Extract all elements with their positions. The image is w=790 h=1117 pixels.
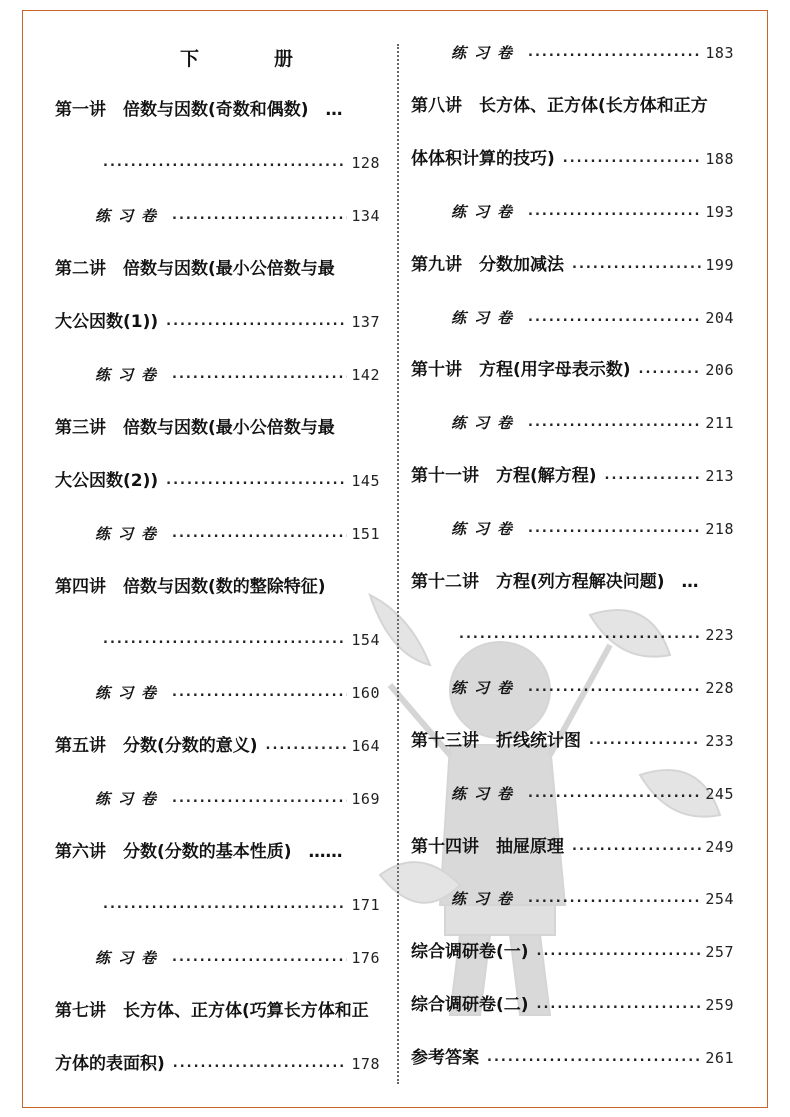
entry-title: 第二讲 倍数与因数(最小公倍数与最 [55,259,335,279]
leader-dots [537,939,702,965]
leader-dots [639,357,702,383]
page-number: 169 [351,790,380,808]
page-number: 178 [351,1055,380,1073]
toc-entry [411,939,734,965]
toc-entry [411,252,734,278]
entry-title: 综合调研卷(一) [411,942,529,963]
toc-entry [55,415,380,441]
toc-entry [55,574,380,600]
entry-title: 参考答案 [411,1048,479,1069]
entry-title: 练习卷 [95,207,165,225]
toc-entry [411,992,734,1018]
exercise-entry [411,675,734,701]
exercise-entry [55,521,380,547]
toc-entry [411,146,734,172]
entry-title: 练习卷 [451,678,521,697]
exercise-entry [411,781,734,807]
page-number: 164 [351,737,380,755]
page-number: 134 [351,207,380,225]
page-number: 151 [351,525,380,543]
page-number: 245 [705,784,734,803]
entry-title: 练习卷 [451,308,521,327]
toc-entry [411,93,734,119]
entry-title: 第六讲 分数(分数的基本性质) …… [55,842,343,862]
entry-title: 第十三讲 折线统计图 [411,730,581,751]
entry-title: 练习卷 [451,520,521,539]
entry-title: 练习卷 [451,784,521,803]
leader-dots [172,362,347,388]
entry-title: 第三讲 倍数与因数(最小公倍数与最 [55,418,335,438]
toc-entry [55,468,380,494]
exercise-entry [55,680,380,706]
leader-dots [572,834,701,860]
toc-entry [411,834,734,860]
page-number: 145 [351,472,380,490]
entry-title: 第八讲 长方体、正方体(长方体和正方 [411,95,708,116]
leader-dots [172,786,347,812]
entry-title: 综合调研卷(二) [411,995,529,1016]
toc-entry [55,150,380,176]
exercise-entry [411,410,734,436]
entry-title: 体体积计算的技巧) [411,148,555,169]
page-number: 233 [705,731,734,750]
entry-title: 练习卷 [95,684,165,702]
leader-dots [528,199,701,225]
page-number: 199 [705,255,734,274]
entry-title: 第十讲 方程(用字母表示数) [411,360,631,381]
column-divider [397,44,399,1084]
page-number: 193 [705,202,734,221]
entry-title: 练习卷 [451,890,521,909]
leader-dots [528,40,701,66]
leader-dots [172,521,347,547]
entry-title: 第四讲 倍数与因数(数的整除特征) [55,577,326,597]
page-number: 228 [705,678,734,697]
page-number: 154 [351,631,380,649]
leader-dots [103,150,347,176]
page-number: 254 [705,890,734,909]
toc-entry [55,627,380,653]
toc-entry [411,357,734,383]
exercise-entry [411,516,734,542]
page-number: 171 [351,896,380,914]
entry-title: 第十四讲 抽屉原理 [411,836,564,857]
section-title: 下 册 [180,48,322,70]
page-number: 211 [705,414,734,433]
leader-dots [528,516,701,542]
toc-entry [411,1045,734,1071]
toc-entry [411,463,734,489]
exercise-entry [55,203,380,229]
leader-dots [528,410,701,436]
page-number: 213 [705,467,734,486]
toc-entry [55,256,380,282]
leader-dots [103,892,347,918]
exercise-entry [55,945,380,971]
leader-dots [589,728,701,754]
page-number: 137 [351,313,380,331]
leader-dots [266,733,348,759]
exercise-entry [411,305,734,331]
entry-title: 第五讲 分数(分数的意义) [55,736,258,756]
page-number: 249 [705,837,734,856]
exercise-entry [411,40,734,66]
leader-dots [572,252,701,278]
page-number: 206 [705,361,734,380]
toc-entry [55,998,380,1024]
entry-title: 第七讲 长方体、正方体(巧算长方体和正 [55,1001,369,1021]
entry-title: 练习卷 [95,949,165,967]
leader-dots [563,146,702,172]
leader-dots [166,468,347,494]
toc-entry [55,839,380,865]
entry-title: 练习卷 [95,366,165,384]
leader-dots [605,463,702,489]
leader-dots [103,627,347,653]
leader-dots [173,1051,348,1077]
toc-entry [411,569,734,595]
leader-dots [172,203,347,229]
page-number: 183 [705,44,734,62]
page-number: 204 [705,308,734,327]
page-number: 142 [351,366,380,384]
exercise-entry [411,886,734,912]
entry-title: 第九讲 分数加减法 [411,254,564,275]
toc-entry [55,97,380,123]
entry-title: 大公因数(2)) [55,471,159,491]
leader-dots [528,886,701,912]
leader-dots [537,992,702,1018]
page-number: 160 [351,684,380,702]
entry-title: 大公因数(1)) [55,312,159,332]
toc-entry [411,622,734,648]
page-number: 257 [705,943,734,962]
toc-entry [55,1051,380,1077]
leader-dots [528,675,701,701]
page-number: 259 [705,996,734,1015]
entry-title: 练习卷 [451,202,521,221]
page-number: 261 [705,1049,734,1068]
entry-title: 第十一讲 方程(解方程) [411,466,597,487]
exercise-entry [55,362,380,388]
entry-title: 练习卷 [95,525,165,543]
leader-dots [459,622,701,648]
toc-entry [411,728,734,754]
page-number: 188 [705,149,734,168]
entry-title: 练习卷 [451,44,521,62]
entry-title: 方体的表面积) [55,1054,165,1074]
leader-dots [166,309,347,335]
toc-entry [55,733,380,759]
leader-dots [172,945,347,971]
page-number: 218 [705,520,734,539]
entry-title: 练习卷 [95,790,165,808]
toc-entry [55,892,380,918]
exercise-entry [411,199,734,225]
page-number: 223 [705,625,734,644]
entry-title: 第十二讲 方程(列方程解决问题) … [411,572,699,592]
leader-dots [528,781,701,807]
exercise-entry [55,786,380,812]
entry-title: 练习卷 [451,414,521,433]
page-number: 176 [351,949,380,967]
leader-dots [528,305,701,331]
leader-dots [487,1045,701,1071]
toc-entry [55,309,380,335]
page-number: 128 [351,154,380,172]
entry-title: 第一讲 倍数与因数(奇数和偶数) … [55,100,343,120]
leader-dots [172,680,347,706]
